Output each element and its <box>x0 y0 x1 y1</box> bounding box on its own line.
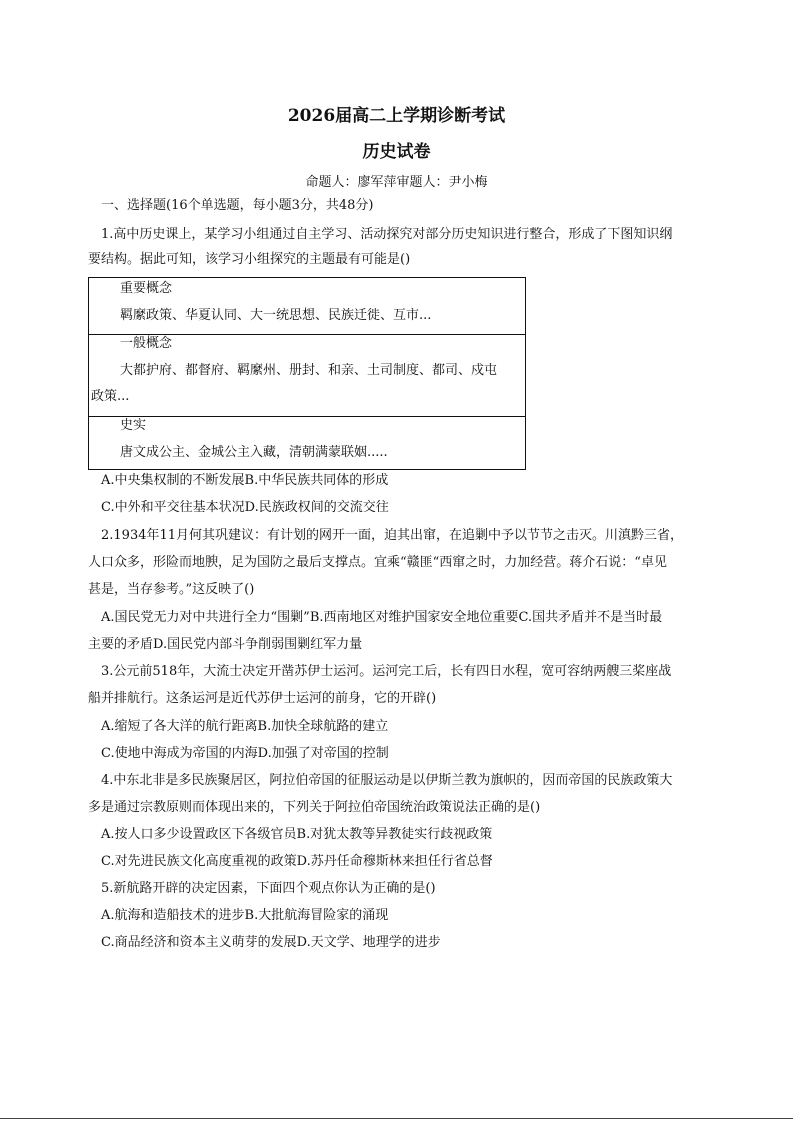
authors-line: 命题人：廖军萍审题人：尹小梅 <box>305 175 488 190</box>
q4-options-ab: A.按人口多少设置政区下各级官员B.对犹太教等异教徒实行歧视政策 <box>101 827 493 842</box>
q1-options-cd: C.中外和平交往基本状况D.民族政权间的交流交往 <box>101 500 389 515</box>
table-row-heading: 史实 <box>120 418 147 433</box>
q4-stem-line1: 4.中东北非是多民族聚居区，阿拉伯帝国的征服运动是以伊斯兰教为旗帜的，因而帝国的民族政策大 <box>101 773 673 788</box>
table-row-general-concepts <box>89 334 525 417</box>
q3-stem-line1: 3.公元前518年，大流士决定开凿苏伊士运河。运河完工后，长有四日水程，宽可容纳两艘三桨座战 <box>101 664 672 679</box>
table-row-historical-facts <box>89 416 525 471</box>
subject-title: 历史试卷 <box>362 142 431 162</box>
q3-options-cd: C.使地中海成为帝国的内海D.加强了对帝国的控制 <box>101 746 389 761</box>
q3-options-ab: A.缩短了各大洋的航行距离B.加快全球航路的建立 <box>101 719 389 734</box>
q2-stem-line3: 甚是，当存参考。”这反映了() <box>88 582 255 597</box>
q2-stem-line2: 人口众多，形险而地腴，足为国防之最后支撑点。宜乘“赣匪“西窜之时，力加经营。蒋介石说：“卓见 <box>88 555 667 570</box>
q1-stem-line1: 1.高中历史课上，某学习小组通过自主学习、活动探究对部分历史知识进行整合，形成了下图知识纲 <box>101 227 673 242</box>
table-row-content: 政策... <box>91 389 130 404</box>
table-row-heading: 一般概念 <box>120 336 173 351</box>
q2-options-line2: 主要的矛盾D.国民党内部斗争削弱围剿红军力量 <box>88 637 363 652</box>
table-row-heading: 重要概念 <box>120 281 173 296</box>
q1-options-ab: A.中央集权制的不断发展B.中华民族共同体的形成 <box>101 473 389 488</box>
table-row-important-concepts <box>89 278 525 335</box>
exam-title: 2026届高二上学期诊断考试 <box>287 106 506 126</box>
q4-options-cd: C.对先进民族文化高度重视的政策D.苏丹任命穆斯林来担任行省总督 <box>101 854 493 869</box>
q5-options-cd: C.商品经济和资本主义萌芽的发展D.天文学、地理学的进步 <box>101 935 441 950</box>
q3-stem-line2: 船并排航行。这条运河是近代苏伊士运河的前身，它的开辟() <box>88 691 437 706</box>
table-row-content: 唐文成公主、金城公主入藏，清朝满蒙联姻..... <box>120 445 388 460</box>
q2-options-line1: A.国民党无力对中共进行全力“围剿”B.西南地区对维护国家安全地位重要C.国共矛盾并不是当时最 <box>101 610 663 625</box>
q5-stem: 5.新航路开辟的决定因素，下面四个观点你认为正确的是() <box>101 881 436 896</box>
knowledge-structure-table <box>88 277 526 470</box>
q5-options-ab: A.航海和造船技术的进步B.大批航海冒险家的涌现 <box>101 908 389 923</box>
table-row-content: 大都护府、都督府、羁縻州、册封、和亲、土司制度、都司、戍屯 <box>120 363 498 378</box>
q4-stem-line2: 多是通过宗教原则而体现出来的，下列关于阿拉伯帝国统治政策说法正确的是() <box>88 800 541 815</box>
table-row-content: 羁縻政策、华夏认同、大一统思想、民族迁徙、互市... <box>120 308 432 323</box>
q2-stem-line1: 2.1934年11月何其巩建议：有计划的网开一面，迫其出窜，在追剿中予以节节之击灭。川滇黔三省， <box>101 528 684 543</box>
q1-stem-line2: 要结构。据此可知，该学习小组探究的主题最有可能是() <box>88 252 411 267</box>
section-heading: 一、选择题(16个单选题，每小题3分，共48分) <box>101 198 374 213</box>
page-bottom-rule <box>0 1118 793 1119</box>
